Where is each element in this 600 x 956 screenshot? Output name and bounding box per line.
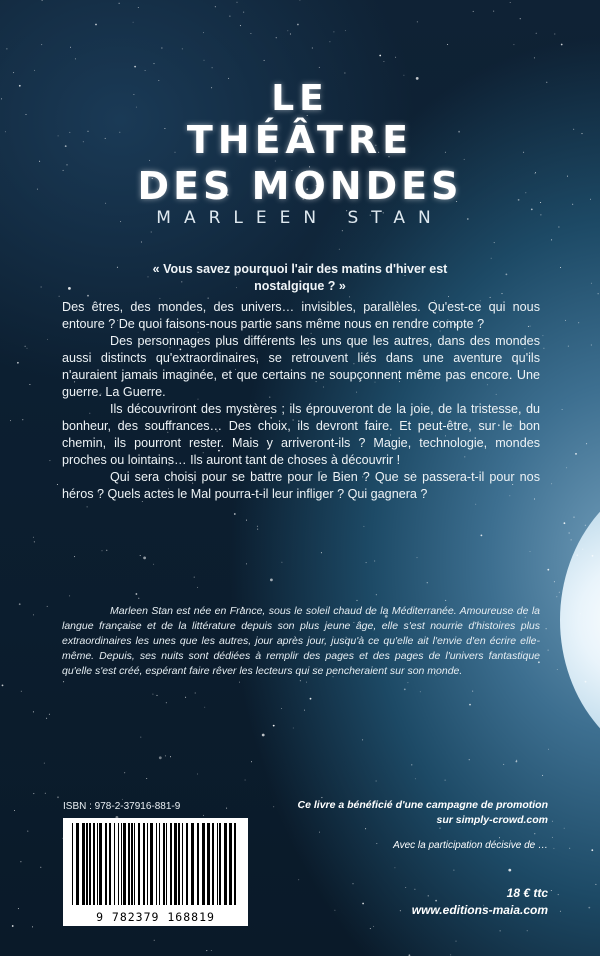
barcode (63, 818, 248, 926)
tagline-quote: « Vous savez pourquoi l'air des matins d'hiver est nostalgique ? » (152, 262, 448, 293)
title-line-3: DES MONDES (137, 164, 463, 208)
isbn-label: ISBN : 978-2-37916-881-9 (63, 801, 181, 812)
synopsis-paragraph: Qui sera choisi pour se battre pour le Bien ? Que se passera-t-il pour nos héros ? Quels actes le Mal pourra-t-il leur infliger ? Qui gagnera ? (62, 470, 540, 501)
synopsis (62, 299, 540, 503)
promo-line-2: sur simply-crowd.com (436, 814, 548, 826)
author-name: MARLEEN STAN (156, 208, 444, 228)
title-line-2: THÉÂTRE (186, 118, 414, 162)
synopsis-paragraph: Des personnages plus différents les uns que les autres, dans des mondes aussi distincts qu'extraordinaires, se retrouvent liés dans une aventure qu'ils n'auraient jamais imaginée, et que certains ne soupçonnent même pas encore. Une guerre. La Guerre. (62, 334, 540, 399)
author-bio: Marleen Stan est née en France, sous le soleil chaud de la Méditerranée. Amoureuse de la langue française et de la littérature depuis son plus jeune âge, elle s'est nourrie d'histoires plus extraordinaires les unes que les autres, jour après jour, jusqu'à ce qu'elle ait l'envie d'en écrire elle-même. Depuis, ses nuits sont dédiées à remplir des pages et des pages de l'univers fantastique qu'elle s'est créé, espérant faire rêver les lecteurs qui se pencheraient sur son monde. (62, 605, 540, 677)
participation-text: Avec la participation décisive de … (393, 840, 548, 851)
promo-text (298, 798, 548, 828)
title-line-1: LE (271, 78, 329, 119)
synopsis-paragraph: Ils découvriront des mystères ; ils éprouveront de la joie, de la tristesse, du bonheur, des souffrances… Des choix, ils devront faire. Et peut-être, sur le bon chemin, ils pourront rester. Mais y arriveront-ils ? Magie, technologie, mondes proches ou lointains… Ils auront tant de choses à découvrir ! (62, 402, 540, 467)
publisher-website: www.editions-maia.com (411, 903, 548, 917)
synopsis-paragraph: Des êtres, des mondes, des univers… invisibles, parallèles. Qu'est-ce qui nous entoure ? De quoi faisons-nous partie sans même nous en rendre compte ? (62, 300, 540, 331)
barcode-bars (72, 823, 239, 905)
barcode-digits: 9 782379 168819 (96, 910, 215, 924)
promo-line-1: Ce livre a bénéficié d'une campagne de promotion (297, 799, 548, 811)
price: 18 € ttc (506, 886, 548, 900)
